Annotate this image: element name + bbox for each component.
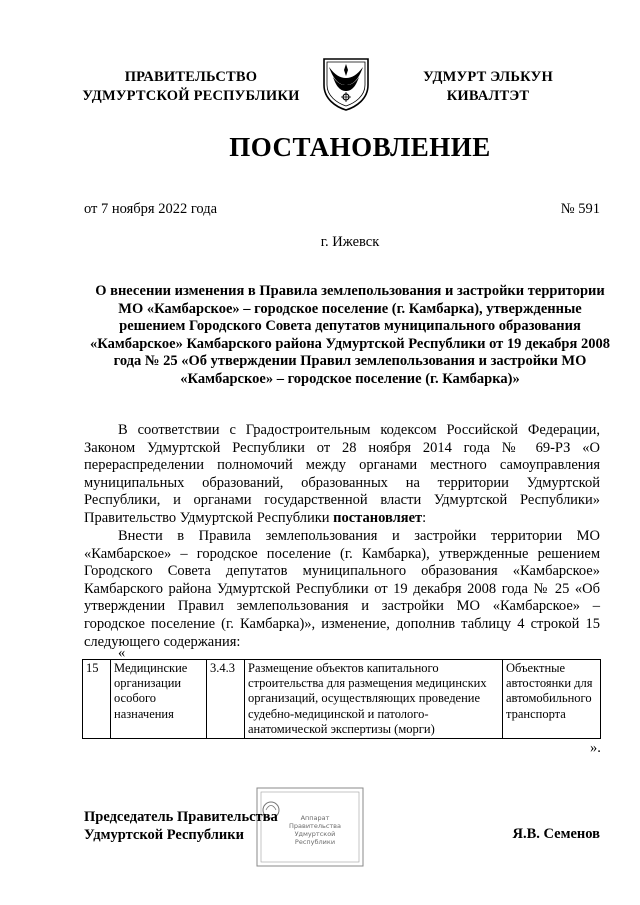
land-use-description-cell: Размещение объектов капитального строительства для размещения медицинских организаций, осуществляющих проведение судебно-медицинской и патолого-анатомической экспертизы (морги) xyxy=(245,660,503,739)
udmurt-coat-of-arms-icon xyxy=(320,55,372,111)
document-date: от 7 ноября 2022 года xyxy=(84,201,218,217)
signatory-position xyxy=(84,808,278,844)
opening-quote: « xyxy=(118,645,126,661)
row-number-cell: 15 xyxy=(83,660,111,739)
header-left-line-2: УДМУРТСКОЙ РЕСПУБЛИКИ xyxy=(82,88,300,104)
allowed-use-cell: Объектные автостоянки для автомобильного транспорта xyxy=(503,660,601,739)
amendment-paragraph: Внести в Правила землепользования и застройки территории МО «Камбарское» – городское поселение (г. Камбарка), утвержденные решением Городского Совета депутатов муниципального образования «Камбарское» Камбарского района Удмуртской Республики от 19 декабря 2008 года № 25 «Об утверждении Правил землепользования и застройки МО «Камбарское» – городское поселение (г. Камбарка)», изменение, дополнив таблицу 4 строкой 15 следующего содержания: xyxy=(84,528,600,650)
document-number: № 591 xyxy=(560,201,600,217)
header-government-udm xyxy=(388,68,588,106)
closing-quote: ». xyxy=(590,740,601,756)
table-row xyxy=(83,660,601,739)
header-government-ru xyxy=(60,68,322,106)
header-right-line-1: УДМУРТ ЭЛЬКУН xyxy=(423,69,553,85)
signatory-position-line-2: Удмуртской Республики xyxy=(84,827,244,843)
signatory-position-line-1: Председатель Правительства xyxy=(84,809,278,825)
preamble-text: В соответствии с Градостроительным кодексом Российской Федерации, Законом Удмуртской Республики от 28 ноября 2014 года № 69-РЗ «О перераспределении полномочий между органами местного самоуправления муниципальных образований, образованных на территории Удмуртской Республики, и органами государственной власти Удмуртской Республики» Правительство Удмуртской Республики xyxy=(84,422,600,526)
preamble-paragraph xyxy=(84,422,600,528)
header-right-line-2: КИВАЛТЭТ xyxy=(446,88,530,104)
land-use-table xyxy=(82,659,601,739)
signatory-name: Я.В. Семенов xyxy=(512,826,600,842)
land-use-code-cell: 3.4.3 xyxy=(207,660,245,739)
stamp-caption: Аппарат Правительства Удмуртской Республики xyxy=(289,814,341,846)
document-title: О внесении изменения в Правила землепользования и застройки территории МО «Камбарское» – городское поселение (г. Камбарка), утвержденные решением Городского Совета депутатов муниципального образования «Камбарское» Камбарского района Удмуртской Республики от 19 декабря 2008 года № 25 «Об утверждении Правил землепользования и застройки МО «Камбарское» – городское поселение (г. Камбарка)» xyxy=(90,283,610,387)
preamble-colon: : xyxy=(422,509,427,526)
resolves-keyword: постановляет xyxy=(333,509,423,526)
document-city: г. Ижевск xyxy=(320,234,380,250)
land-use-name-cell: Медицинские организации особого назначения xyxy=(111,660,207,739)
document-type-heading: ПОСТАНОВЛЕНИЕ xyxy=(229,132,491,162)
header-left-line-1: ПРАВИТЕЛЬСТВО xyxy=(124,69,258,85)
